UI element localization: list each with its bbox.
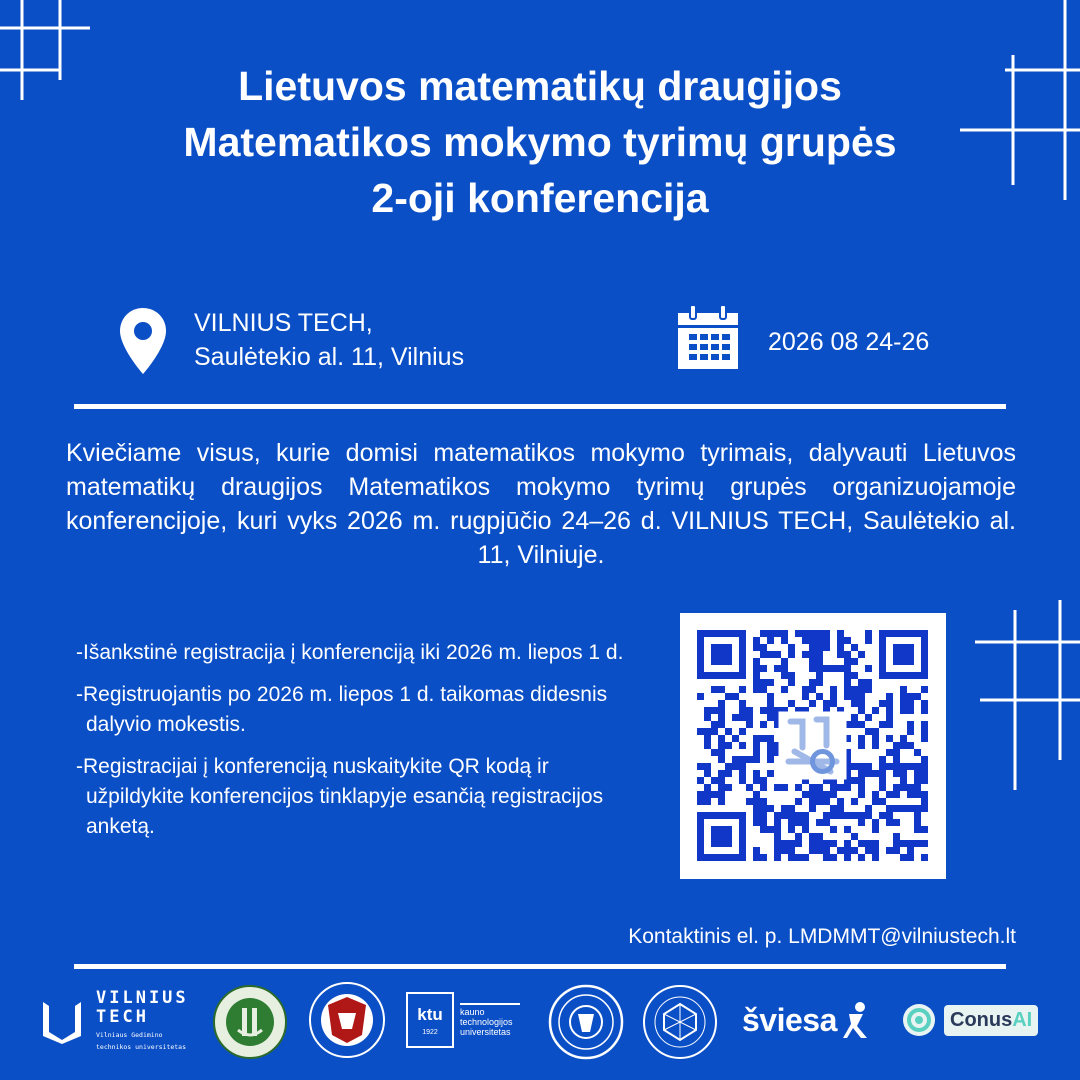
- divider-bottom: [74, 964, 1006, 969]
- sviesa-figure-icon: [841, 1000, 871, 1040]
- divider-top: [74, 404, 1006, 409]
- contact-email[interactable]: Kontaktinis el. p. LMDMMT@vilniustech.lt: [628, 925, 1016, 948]
- poster-title: [60, 58, 1020, 226]
- title-line-3: 2-oji konferencija: [371, 175, 709, 221]
- partner-logos: [0, 980, 1080, 1070]
- vdu-seal-icon: [548, 982, 624, 1062]
- conus-ring-icon: [902, 1003, 936, 1037]
- title-line-2: Matematikos mokymo tyrimų grupės: [183, 119, 897, 165]
- vilnius-tech-name-2: TECH: [96, 1007, 149, 1027]
- info-list: [76, 638, 646, 854]
- qr-code-icon: [680, 613, 946, 879]
- location-line-1: VILNIUS TECH,: [194, 309, 373, 337]
- lmma-seal-icon: [642, 982, 718, 1062]
- vilnius-tech-sub-2: technikos universitetas: [96, 1043, 187, 1051]
- sviesa-name: šviesa: [742, 1001, 837, 1038]
- conference-date: 2026 08 24-26: [768, 328, 930, 356]
- ktu-sub-3: universitetas: [460, 1027, 511, 1037]
- vilnius-tech-sub-1: Vilniaus Gedimino: [96, 1031, 163, 1039]
- logo-ktu: [406, 980, 520, 1060]
- list-item: -Išankstinė registracija į konferenciją iki 2026 m. liepos 1 d.: [76, 641, 624, 664]
- location-line-2: Saulėtekio al. 11, Vilnius: [194, 343, 465, 371]
- ktu-abbr: ktu: [417, 1004, 443, 1024]
- vilnius-tech-name: VILNIUS: [96, 988, 189, 1008]
- lmd-seal-icon: [212, 982, 288, 1062]
- title-line-1: Lietuvos matematikų draugijos: [238, 63, 842, 109]
- logo-sviesa: [742, 980, 871, 1060]
- vilnius-tech-mark-icon: [40, 996, 84, 1044]
- list-item: -Registruojantis po 2026 m. liepos 1 d. taikomas didesnis dalyvio mokestis.: [76, 683, 608, 736]
- list-item: -Registracijai į konferenciją nuskaitykite QR kodą ir užpildykite konferencijos tinklapyje esančią registracijos anketą.: [76, 755, 604, 838]
- grid-decoration-right: [955, 600, 1080, 800]
- conus-ai: AI: [1012, 1008, 1033, 1031]
- registration-qr-code[interactable]: [680, 613, 946, 879]
- map-pin-icon: [118, 306, 168, 376]
- ktu-sub-2: technologijos: [460, 1017, 513, 1027]
- ktu-sub-1: kauno: [460, 1007, 485, 1017]
- logo-conus-ai: [902, 980, 1038, 1060]
- logo-vilnius-tech: [40, 980, 189, 1060]
- location: [194, 306, 464, 374]
- intro-paragraph: Kviečiame visus, kurie domisi matematikos mokymo tyrimais, dalyvauti Lietuvos matematikų draugijos Matematikos mokymo tyrimų grupės organizuojamoje konferencijoje, kuri vyks 2026 m. rugpjūčio 24–26 d. VILNIUS TECH, Saulėtekio al. 11, Vilniuje.: [66, 439, 1016, 569]
- ktu-year: 1922: [422, 1028, 438, 1036]
- conus-name: Conus: [950, 1008, 1013, 1031]
- vu-seal-icon: [308, 980, 386, 1060]
- calendar-icon: [676, 305, 740, 371]
